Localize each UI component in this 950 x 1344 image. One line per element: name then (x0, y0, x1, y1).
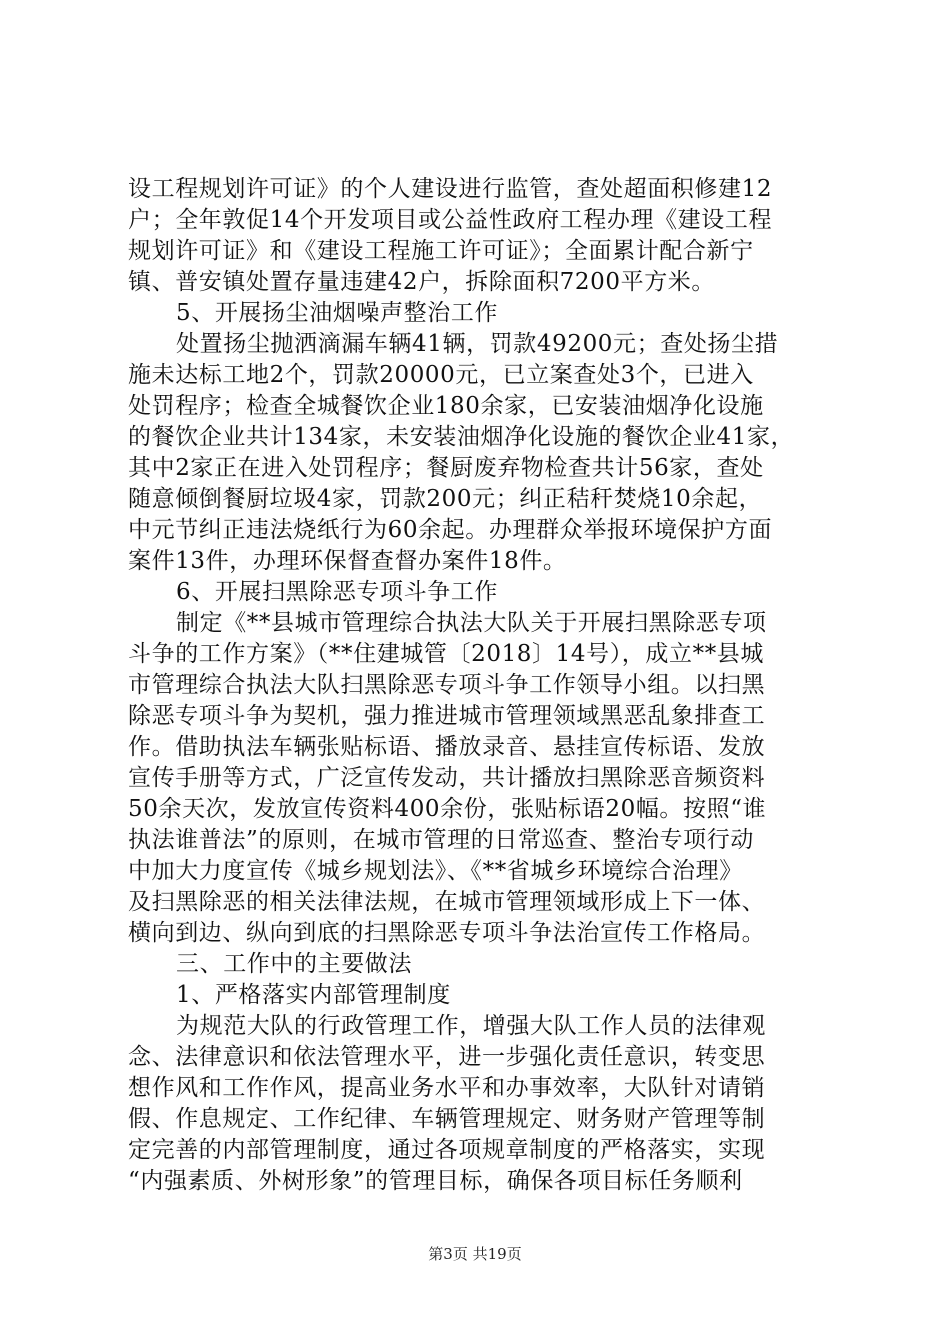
text-line: 其中2家正在进入处罚程序；餐厨废弃物检查共计56家，查处 (128, 455, 764, 481)
text-line: 及扫黑除恶的相关法律法规，在城市管理领域形成上下一体、 (128, 889, 766, 915)
text-line: 随意倾倒餐厨垃圾4家，罚款200元；纠正秸秆焚烧10余起， (128, 486, 763, 512)
text-line: 处置扬尘抛洒滴漏车辆41辆，罚款49200元；查处扬尘措 (176, 331, 779, 357)
text-line: 镇、普安镇处置存量违建42户，拆除面积7200平方米。 (128, 269, 715, 295)
text-line: 中加大力度宣传《城乡规划法》、《**省城乡环境综合治理》 (128, 858, 743, 884)
text-line: 想作风和工作作风，提高业务水平和办事效率，大队针对请销 (128, 1075, 766, 1101)
document-body (128, 174, 838, 1197)
page-footer (0, 1244, 950, 1264)
text-line: 为规范大队的行政管理工作，增强大队工作人员的法律观 (176, 1013, 766, 1039)
text-line: 5、开展扬尘油烟噪声整治工作 (176, 300, 499, 326)
text-line: 设工程规划许可证》的个人建设进行监管，查处超面积修建12 (128, 176, 773, 202)
text-line: 处罚程序；检查全城餐饮企业180余家，已安装油烟净化设施 (128, 393, 764, 419)
text-line: 斗争的工作方案》（**住建城管〔2018〕14号），成立**县城 (128, 641, 764, 667)
text-line: 的餐饮企业共计134家，未安装油烟净化设施的餐饮企业41家， (128, 424, 795, 450)
text-line: 制定《**县城市管理综合执法大队关于开展扫黑除恶专项 (176, 610, 767, 636)
text-line: 三、工作中的主要做法 (176, 951, 412, 977)
text-line: 市管理综合执法大队扫黑除恶专项斗争工作领导小组。以扫黑 (128, 672, 766, 698)
text-line: 除恶专项斗争为契机，强力推进城市管理领域黑恶乱象排查工 (128, 703, 766, 729)
text-line: 户；全年敦促14个开发项目或公益性政府工程办理《建设工程 (128, 207, 773, 233)
text-line: 假、作息规定、工作纪律、车辆管理规定、财务财产管理等制 (128, 1106, 766, 1132)
text-line: 施未达标工地2个，罚款20000元，已立案查处3个，已进入 (128, 362, 754, 388)
text-line: 中元节纠正违法烧纸行为60余起。办理群众举报环境保护方面 (128, 517, 773, 543)
text-line: 执法谁普法”的原则，在城市管理的日常巡查、整治专项行动 (128, 827, 754, 853)
text-line: 6、开展扫黑除恶专项斗争工作 (176, 579, 499, 605)
text-line: 50余天次，发放宣传资料400余份，张贴标语20幅。按照“谁 (128, 796, 767, 822)
text-line: 宣传手册等方式，广泛宣传发动，共计播放扫黑除恶音频资料 (128, 765, 766, 791)
text-line: 念、法律意识和依法管理水平，进一步强化责任意识，转变思 (128, 1044, 766, 1070)
text-line: 案件13件，办理环保督查督办案件18件。 (128, 548, 567, 574)
text-line: 定完善的内部管理制度，通过各项规章制度的严格落实，实现 (128, 1137, 766, 1163)
text-line: “内强素质、外树形象”的管理目标，确保各项目标任务顺利 (128, 1168, 743, 1194)
text-line: 1、严格落实内部管理制度 (176, 982, 451, 1008)
page-number-label: 第3页 共19页 (428, 1245, 522, 1263)
text-line: 作。借助执法车辆张贴标语、播放录音、悬挂宣传标语、发放 (128, 734, 766, 760)
text-line: 横向到边、纵向到底的扫黑除恶专项斗争法治宣传工作格局。 (128, 920, 766, 946)
text-line: 规划许可证》和《建设工程施工许可证》；全面累计配合新宁 (128, 238, 754, 264)
